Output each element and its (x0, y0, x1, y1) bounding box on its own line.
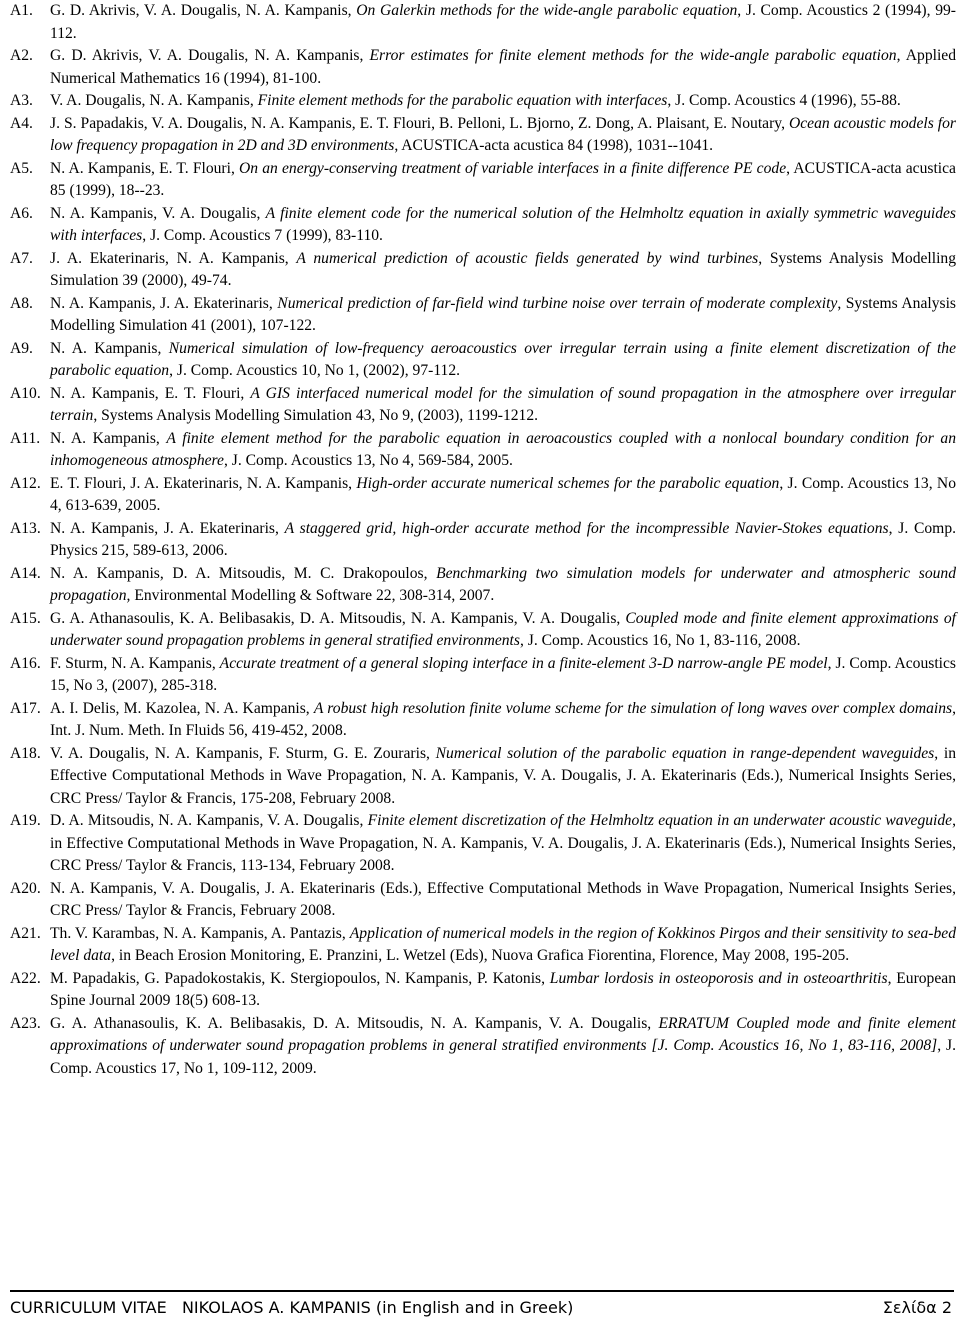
entry-source: , in Effective Computational Methods in Wave Propagation, N. A. Kampanis, V. A. Dougalis, J. A. Ekaterinaris (Eds.), Numerical Insights Series, CRC Press/ Taylor & Francis, 175-208, February 2008. (50, 744, 956, 807)
entry-number: A6. (10, 204, 33, 222)
entry-number: A18. (10, 744, 41, 762)
entry-citation (50, 293, 956, 338)
publication-list (10, 0, 956, 1080)
entry-title: On Galerkin methods for the wide-angle parabolic equation (356, 2, 738, 19)
publication-entry (10, 698, 956, 743)
entry-title: ERRATUM Coupled mode and finite element approximations of underwater sound propagation problems in general stratified environments [J. Comp. Acoustics 16, No 1, 83-116, 2008] (50, 1014, 957, 1054)
entry-source: , Int. J. Num. Meth. In Fluids 56, 419-452, 2008. (50, 699, 956, 739)
entry-source: , J. Comp. Acoustics 15, No 3, (2007), 285-318. (50, 654, 956, 694)
publication-entry (10, 608, 956, 653)
entry-source: , ACUSTICA-acta acustica 84 (1998), 1031--1041. (394, 137, 714, 154)
entry-number: A15. (10, 609, 41, 627)
entry-authors: N. A. Kampanis, V. A. Dougalis, (50, 204, 266, 222)
entry-source: , J. Comp. Acoustics 4 (1996), 55-88. (667, 92, 901, 109)
entry-number: A13. (10, 519, 41, 537)
entry-number: A8. (10, 294, 33, 312)
entry-citation (50, 248, 956, 293)
entry-citation (50, 743, 956, 811)
entry-authors: N. A. Kampanis, E. T. Flouri, (50, 159, 240, 177)
entry-authors: M. Papadakis, G. Papadokostakis, K. Stergiopoulos, N. Kampanis, P. Katonis, (50, 969, 550, 987)
entry-title: High-order accurate numerical schemes for the parabolic equation (356, 474, 780, 492)
publication-entry (10, 923, 956, 968)
entry-citation (50, 608, 956, 653)
entry-citation (50, 923, 956, 968)
publication-entry (10, 90, 956, 113)
entry-number: A21. (10, 924, 41, 942)
entry-title: On an energy-conserving treatment of variable interfaces in a finite difference PE code (239, 159, 787, 177)
page-number: Σελίδα 2 (882, 1298, 952, 1317)
entry-citation (50, 158, 956, 203)
entry-number: A22. (10, 969, 41, 987)
entry-citation (50, 338, 956, 383)
entry-source: , J. Comp. Acoustics 16, No 1, 83-116, 2008. (519, 632, 801, 649)
entry-title: Error estimates for finite element methods for the wide-angle parabolic equation (369, 47, 897, 64)
entry-number: A10. (10, 384, 41, 402)
publication-entry (10, 810, 956, 878)
entry-authors: G. D. Akrivis, V. A. Dougalis, N. A. Kampanis, (50, 47, 370, 64)
entry-number: A1. (10, 2, 33, 19)
entry-source: , European Spine Journal 2009 18(5) 608-13. (50, 969, 956, 1009)
entry-source: , J. Comp. Acoustics 13, No 4, 613-639, 2005. (50, 474, 956, 514)
entry-authors: N. A. Kampanis, (50, 429, 167, 447)
entry-title: Numerical simulation of low-frequency aeroacoustics over irregular terrain using a finite element discretization of the parabolic equation (50, 339, 957, 379)
entry-title: A staggered grid, high-order accurate method for the incompressible Navier-Stokes equations (284, 519, 889, 537)
entry-source: , in Beach Erosion Monitoring, E. Pranzini, L. Wetzel (Eds), Nuova Grafica Fiorentina, Florence, May 2008, 195-205. (111, 947, 850, 964)
entry-citation (50, 473, 956, 518)
entry-source: , J. Comp. Acoustics 10, No 1, (2002), 97-112. (169, 362, 461, 379)
entry-source: , in Effective Computational Methods in Wave Propagation, N. A. Kampanis, V. A. Dougalis, J. A. Ekaterinaris (Eds.), Numerical Insights Series, CRC Press/ Taylor & Francis, 113-134, February 2008. (50, 812, 957, 874)
entry-title: A numerical prediction of acoustic fields generated by wind turbines (296, 249, 759, 267)
entry-authors: A. I. Delis, M. Kazolea, N. A. Kampanis, (50, 699, 314, 717)
entry-number: A14. (10, 564, 41, 582)
entry-source: , Systems Analysis Modelling Simulation 43, No 9, (2003), 1199-1212. (93, 407, 539, 424)
entry-title: Benchmarking two simulation models for underwater and atmospheric sound propagation, (50, 564, 957, 604)
entry-number: A9. (10, 339, 33, 357)
publication-entry (10, 473, 956, 518)
entry-number: A4. (10, 114, 33, 132)
entry-citation (50, 968, 956, 1013)
entry-number: A7. (10, 249, 33, 267)
entry-number: A16. (10, 654, 41, 672)
entry-title: Finite element discretization of the Helmholtz equation in an underwater acoustic waveguide (367, 812, 953, 829)
entry-title: Coupled mode and finite element approximations of underwater sound propagation problems in general stratified environments (50, 609, 956, 649)
entry-citation (50, 45, 956, 90)
entry-authors: G. A. Athanasoulis, K. A. Belibasakis, D. A. Mitsoudis, N. A. Kampanis, V. A. Dougalis, (50, 609, 626, 627)
entry-number: A23. (10, 1014, 41, 1032)
entry-authors: G. A. Athanasoulis, K. A. Belibasakis, D. A. Mitsoudis, N. A. Kampanis, V. A. Dougalis, (50, 1014, 659, 1032)
publication-entry (10, 203, 956, 248)
entry-citation (50, 383, 956, 428)
entry-title: Numerical solution of the parabolic equation in range-dependent waveguides (435, 744, 935, 762)
entry-title: Lumbar lordosis in osteoporosis and in osteoarthritis (549, 969, 888, 987)
entry-citation (50, 653, 956, 698)
entry-citation (50, 1013, 956, 1081)
entry-title: Ocean acoustic models for low frequency propagation in 2D and 3D environments (50, 114, 956, 154)
footer-title: CURRICULUM VITAE NIKOLAOS A. KAMPANIS (in English and in Greek) (10, 1298, 574, 1317)
entry-number: A17. (10, 699, 41, 717)
entry-authors: J. S. Papadakis, V. A. Dougalis, N. A. Kampanis, E. T. Flouri, B. Pelloni, L. Bjorno, Z. Dong, A. Plaisant, E. Noutary, (50, 114, 789, 132)
publication-entry (10, 428, 956, 473)
publication-entry (10, 563, 956, 608)
entry-citation (50, 878, 956, 923)
entry-number: A5. (10, 159, 33, 177)
entry-source: Environmental Modelling & Software 22, 308-314, 2007. (130, 587, 495, 604)
publication-entry (10, 158, 956, 203)
entry-source: , J. Comp. Physics 215, 589-613, 2006. (50, 519, 957, 559)
entry-citation (50, 90, 956, 113)
entry-citation (50, 698, 956, 743)
entry-number: A2. (10, 47, 33, 64)
entry-number: A20. (10, 879, 41, 897)
entry-source: , J. Comp. Acoustics 17, No 1, 109-112, 2009. (50, 1037, 956, 1077)
publication-entry (10, 0, 956, 45)
entry-authors: G. D. Akrivis, V. A. Dougalis, N. A. Kampanis, (50, 2, 357, 19)
entry-authors: V. A. Dougalis, N. A. Kampanis, F. Sturm, G. E. Zouraris, (50, 744, 436, 762)
publication-entry (10, 248, 956, 293)
publication-entry (10, 653, 956, 698)
entry-source: , J. Comp. Acoustics 7 (1999), 83-110. (142, 227, 383, 244)
entry-citation (50, 0, 956, 45)
entry-title: Accurate treatment of a general sloping interface in a finite-element 3-D narrow-angle PE model (219, 654, 828, 672)
entry-authors: N. A. Kampanis, J. A. Ekaterinaris, (50, 294, 278, 312)
publication-entry (10, 293, 956, 338)
entry-citation (50, 810, 956, 878)
entry-citation (50, 428, 956, 473)
publication-entry (10, 45, 956, 90)
entry-source: , J. Comp. Acoustics 13, No 4, 569-584, 2005. (223, 452, 513, 469)
entry-title: Application of numerical models in the region of Kokkinos Pirgos and their sensitivity to sea-bed level data (50, 924, 957, 964)
entry-number: A12. (10, 474, 41, 492)
publication-entry (10, 878, 956, 923)
entry-authors: J. A. Ekaterinaris, N. A. Kampanis, (50, 249, 297, 267)
entry-authors: N. A. Kampanis, (50, 339, 169, 357)
entry-authors: N. A. Kampanis, V. A. Dougalis, J. A. Ekaterinaris (Eds.), Effective Computational Methods in Wave Propagation, Numerical Insights Series, CRC Press/ Taylor & Francis, February 2008. (50, 879, 956, 919)
entry-authors: F. Sturm, N. A. Kampanis, (50, 654, 220, 672)
page-footer (10, 1298, 952, 1317)
publication-entry (10, 968, 956, 1013)
entry-source: , J. Comp. Acoustics 2 (1994), 99-112. (50, 2, 956, 42)
entry-source: , Systems Analysis Modelling Simulation 41 (2001), 107-122. (50, 294, 957, 334)
entry-title: A finite element code for the numerical solution of the Helmholtz equation in axially symmetric waveguides with interfaces (50, 204, 956, 244)
entry-source: , ACUSTICA-acta acustica 85 (1999), 18--23. (50, 159, 956, 199)
entry-authors: N. A. Kampanis, J. A. Ekaterinaris, (50, 519, 285, 537)
entry-number: A11. (10, 429, 41, 447)
entry-number: A19. (10, 812, 41, 829)
entry-citation (50, 203, 956, 248)
entry-citation (50, 113, 956, 158)
entry-title: Finite element methods for the parabolic equation with interfaces (257, 92, 668, 109)
entry-authors: D. A. Mitsoudis, N. A. Kampanis, V. A. Dougalis, (50, 812, 368, 829)
entry-title: Numerical prediction of far-field wind turbine noise over terrain of moderate complexity (277, 294, 838, 312)
publication-entry (10, 518, 956, 563)
publication-entry (10, 113, 956, 158)
entry-title: A finite element method for the parabolic equation in aeroacoustics coupled with a nonlocal boundary condition for an inhomogeneous atmosphere (50, 429, 956, 469)
entry-citation (50, 563, 956, 608)
publication-entry (10, 383, 956, 428)
entry-authors: N. A. Kampanis, D. A. Mitsoudis, M. C. Drakopoulos, (50, 564, 437, 582)
entry-title: A robust high resolution finite volume scheme for the simulation of long waves over complex domains (313, 699, 953, 717)
entry-authors: V. A. Dougalis, N. A. Kampanis, (50, 92, 258, 109)
entry-authors: N. A. Kampanis, E. T. Flouri, (50, 384, 251, 402)
publication-entry (10, 743, 956, 811)
entry-number: A3. (10, 92, 33, 109)
entry-citation (50, 518, 956, 563)
entry-title: A GIS interfaced numerical model for the simulation of sound propagation in the atmosphere over irregular terrain (50, 384, 956, 424)
entry-source: , Applied Numerical Mathematics 16 (1994), 81-100. (50, 47, 956, 87)
entry-source: , Systems Analysis Modelling Simulation 39 (2000), 49-74. (50, 249, 956, 289)
publication-entry (10, 338, 956, 383)
entry-authors: E. T. Flouri, J. A. Ekaterinaris, N. A. Kampanis, (50, 474, 357, 492)
footer-rule (10, 1290, 954, 1292)
publication-entry (10, 1013, 956, 1081)
entry-authors: Th. V. Karambas, N. A. Kampanis, A. Pantazis, (50, 924, 350, 942)
